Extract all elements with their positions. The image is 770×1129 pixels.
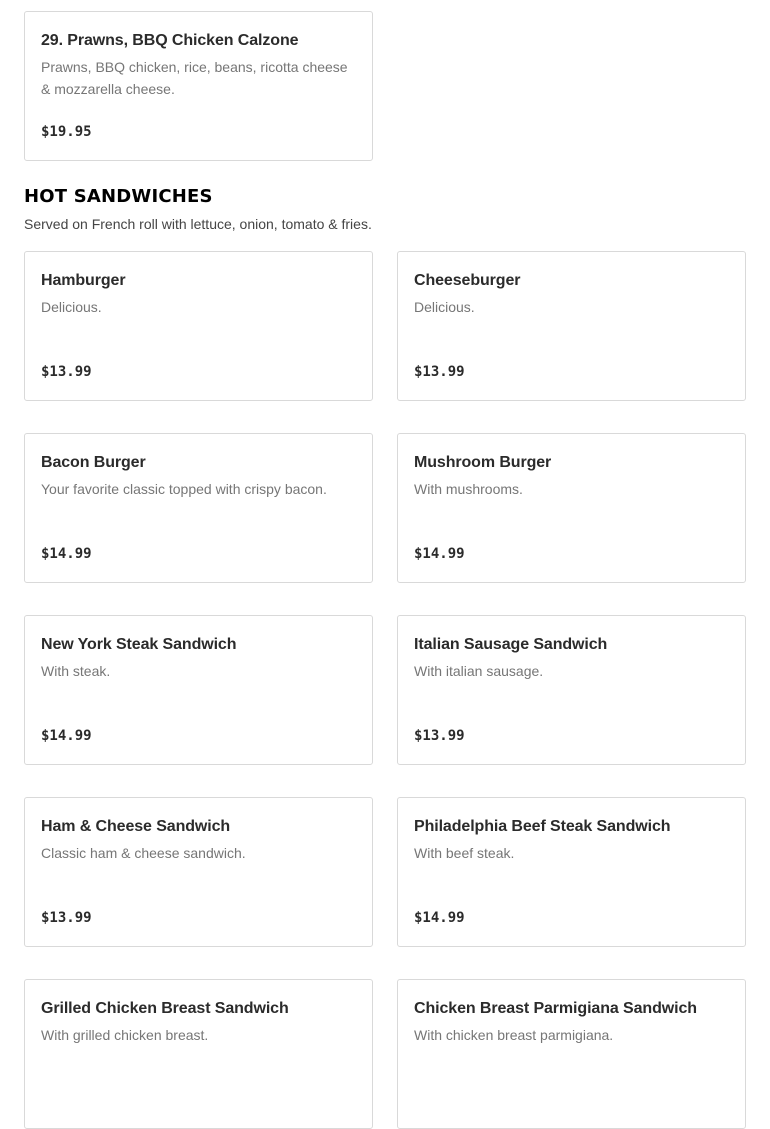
menu-item-name: Bacon Burger bbox=[41, 454, 146, 471]
menu-item-description: Prawns, BBQ chicken, rice, beans, ricotta cheese & mozzarella cheese. bbox=[41, 59, 348, 97]
menu-item-price: $13.99 bbox=[41, 364, 92, 380]
menu-item-price: $14.99 bbox=[41, 546, 92, 562]
menu-item-card[interactable] bbox=[24, 433, 373, 583]
menu-item-price: $14.99 bbox=[414, 910, 465, 926]
section-subtitle: Served on French roll with lettuce, onion, tomato & fries. bbox=[24, 216, 372, 232]
menu-item-name: New York Steak Sandwich bbox=[41, 636, 237, 653]
menu-item-card[interactable] bbox=[24, 251, 373, 401]
menu-item-description: With beef steak. bbox=[414, 845, 515, 861]
menu-item-description: With mushrooms. bbox=[414, 481, 523, 497]
menu-item-name: Grilled Chicken Breast Sandwich bbox=[41, 1000, 289, 1017]
menu-item-price: $19.95 bbox=[41, 124, 92, 140]
menu-item-price: $13.99 bbox=[414, 728, 465, 744]
menu-item-description: With steak. bbox=[41, 663, 111, 679]
menu-item-price: $14.99 bbox=[41, 728, 92, 744]
menu-item-card[interactable] bbox=[397, 433, 746, 583]
menu-item-name: 29. Prawns, BBQ Chicken Calzone bbox=[41, 32, 299, 49]
menu-item-card[interactable] bbox=[24, 797, 373, 947]
menu-item-card[interactable] bbox=[397, 979, 746, 1129]
menu-item-name: Cheeseburger bbox=[414, 272, 521, 289]
menu-item-name: Philadelphia Beef Steak Sandwich bbox=[414, 818, 671, 835]
menu-item-card[interactable] bbox=[397, 251, 746, 401]
menu-item-price: $14.99 bbox=[414, 546, 465, 562]
menu-item-card[interactable] bbox=[397, 615, 746, 765]
menu-item-description: With italian sausage. bbox=[414, 663, 544, 679]
menu-item-name: Mushroom Burger bbox=[414, 454, 552, 471]
menu-item-price: $13.99 bbox=[41, 910, 92, 926]
menu-item-description: Delicious. bbox=[414, 299, 475, 315]
menu-item-name: Ham & Cheese Sandwich bbox=[41, 818, 231, 835]
menu-item-description: With grilled chicken breast. bbox=[41, 1027, 209, 1043]
menu-item-card[interactable] bbox=[24, 979, 373, 1129]
menu-item-description: Your favorite classic topped with crispy bacon. bbox=[41, 481, 327, 497]
menu-item-description: Delicious. bbox=[41, 299, 102, 315]
menu-item-card[interactable] bbox=[24, 615, 373, 765]
menu-item-name: Italian Sausage Sandwich bbox=[414, 636, 608, 653]
menu-item-description: With chicken breast parmigiana. bbox=[414, 1027, 614, 1043]
menu-item-name: Hamburger bbox=[41, 272, 126, 289]
menu-item-description: Classic ham & cheese sandwich. bbox=[41, 845, 246, 861]
menu-item-card[interactable] bbox=[397, 797, 746, 947]
menu-item-card[interactable] bbox=[24, 11, 373, 161]
menu-item-name: Chicken Breast Parmigiana Sandwich bbox=[414, 1000, 697, 1017]
menu-item-price: $13.99 bbox=[414, 364, 465, 380]
section-title: HOT SANDWICHES bbox=[24, 186, 213, 207]
